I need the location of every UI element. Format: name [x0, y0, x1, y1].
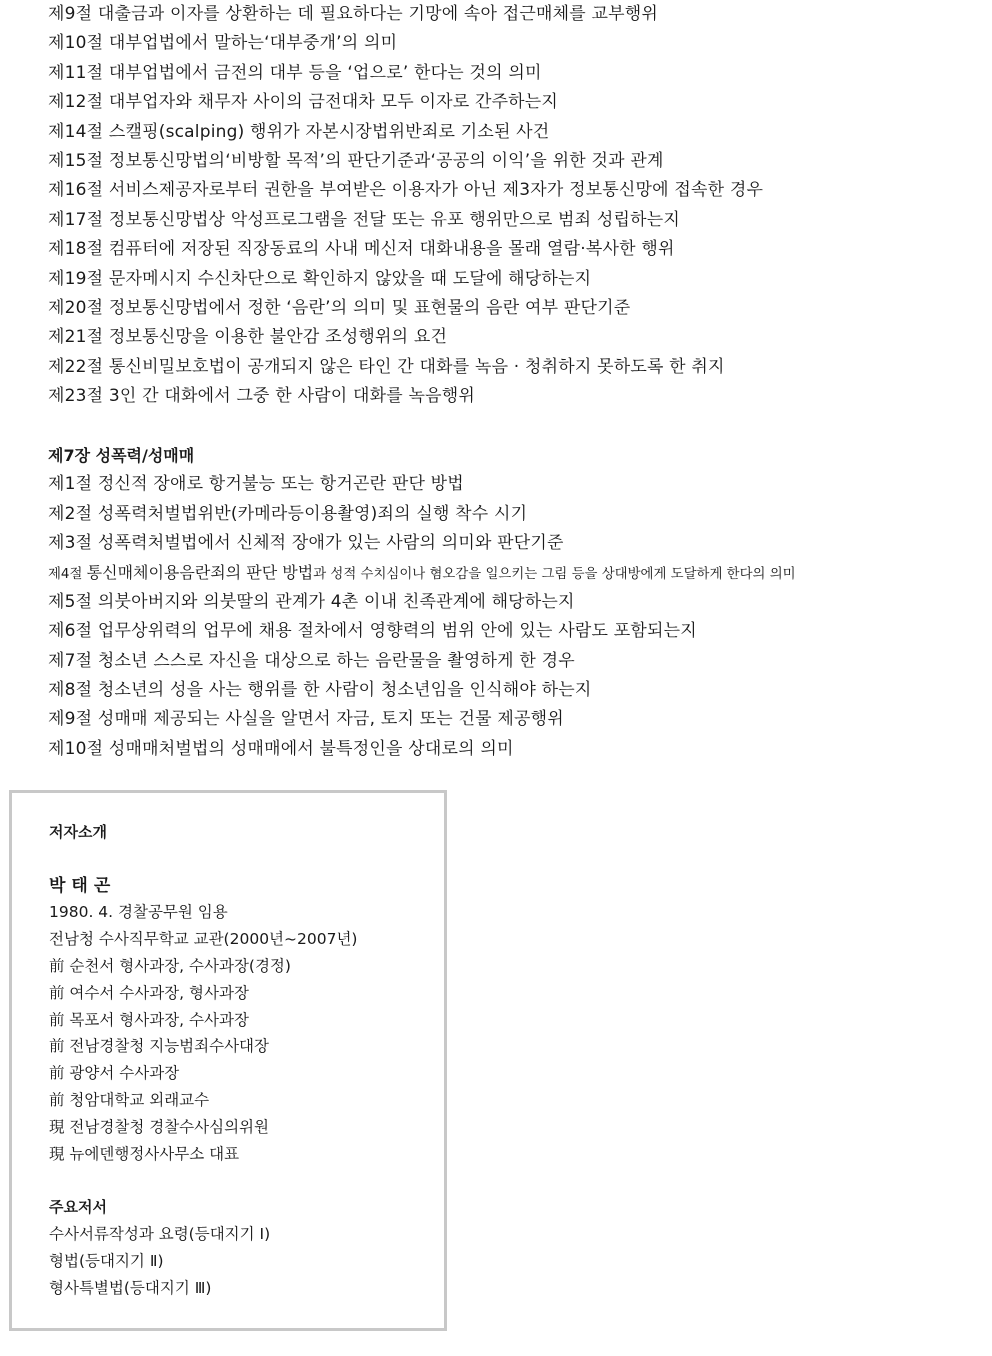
- toc-item: [48, 558, 978, 587]
- toc-item: 제1절 정신적 장애로 항거불능 또는 항거곤란 판단 방법: [48, 474, 464, 495]
- work-item: 수사서류작성과 요령(등대지기 Ⅰ): [49, 1224, 271, 1243]
- career-item: 前 광양서 수사과장: [49, 1064, 180, 1083]
- toc-item: 제15절 정보통신망법의‘비방할 목적’의 판단기준과‘공공의 이익’을 위한 것과 관계: [48, 150, 664, 171]
- works-list: [49, 1221, 439, 1301]
- toc-item: 제12절 대부업자와 채무자 사이의 금전대차 모두 이자로 간주하는지: [48, 92, 559, 113]
- career-item: 前 전남경찰청 지능범죄수사대장: [49, 1037, 270, 1056]
- toc-item-suffix: 과 성적 수치심이나 혐오감을 일으키는 그림 등을 상대방에게 도달하게 한다의 의미: [313, 567, 796, 583]
- toc-item: 제6절 업무상위력의 업무에 채용 절차에서 영향력의 범위 안에 있는 사람도 포함되는지: [48, 621, 697, 642]
- work-item: 형법(등대지기 Ⅱ): [49, 1251, 164, 1270]
- work-item: 형사특별법(등대지기 Ⅲ): [49, 1278, 212, 1297]
- toc-item: 제9절 대출금과 이자를 상환하는 데 필요하다는 기망에 속아 접근매체를 교부행위: [48, 4, 658, 24]
- toc-item: 제7절 청소년 스스로 자신을 대상으로 하는 음란물을 촬영하게 한 경우: [48, 650, 575, 671]
- author-profile-box: [9, 790, 447, 1331]
- toc-item: 제8절 청소년의 성을 사는 행위를 한 사람이 청소년임을 인식해야 하는지: [48, 679, 592, 700]
- toc-item-prefix: 제4절: [48, 567, 87, 583]
- career-item: 前 청암대학교 외래교수: [49, 1090, 210, 1109]
- toc-item: 제18절 컴퓨터에 저장된 직장동료의 사내 메신저 대화내용을 몰래 열람·복사한 행위: [48, 239, 675, 260]
- toc-item: 제21절 정보통신망을 이용한 불안감 조성행위의 요건: [48, 327, 448, 348]
- author-profile-content: [49, 819, 439, 1301]
- career-item: 전남청 수사직무학교 교관(2000년~2007년): [49, 930, 358, 949]
- toc-item: 제16절 서비스제공자로부터 권한을 부여받은 이용자가 아닌 제3자가 정보통신망에 접속한 경우: [48, 180, 764, 201]
- author-heading: 저자소개: [49, 823, 107, 841]
- toc-item: 제10절 대부업법에서 말하는‘대부중개’의 의미: [48, 33, 398, 54]
- career-item: 前 여수서 수사과장, 형사과장: [49, 983, 249, 1002]
- toc-item: 제5절 의붓아버지와 의붓딸의 관계가 4촌 이내 친족관계에 해당하는지: [48, 591, 575, 612]
- toc-section-chapter7: [48, 441, 978, 764]
- career-item: 現 전남경찰청 경찰수사심의위원: [49, 1117, 270, 1136]
- section-spacer: [49, 1167, 439, 1194]
- chapter-title: 제7장 성폭력/성매매: [48, 445, 195, 465]
- toc-item: 제10절 성매매처벌법의 성매매에서 불특정인을 상대로의 의미: [48, 738, 514, 759]
- table-of-contents: [48, 0, 978, 764]
- toc-item: 제3절 성폭력처벌법에서 신체적 장애가 있는 사람의 의미와 판단기준: [48, 533, 564, 554]
- toc-item: 제23절 3인 간 대화에서 그중 한 사람이 대화를 녹음행위: [48, 386, 475, 407]
- toc-item: 제2절 성폭력처벌법위반(카메라등이용촬영)죄의 실행 착수 시기: [48, 503, 528, 524]
- toc-item-emphasis: 통신매체이용음란죄의 판단 방법: [86, 563, 314, 583]
- author-career-list: [49, 899, 439, 1167]
- toc-section-chapter6: [48, 0, 978, 411]
- career-item: 前 목포서 형사과장, 수사과장: [49, 1010, 249, 1029]
- section-spacer: [48, 411, 978, 440]
- toc-item: 제20절 정보통신망법에서 정한 ‘음란’의 의미 및 표현물의 음란 여부 판단기준: [48, 297, 631, 318]
- toc-item: 제11절 대부업법에서 금전의 대부 등을 ‘업으로’ 한다는 것의 의미: [48, 62, 542, 83]
- toc-item: 제14절 스캘핑(scalping) 행위가 자본시장법위반죄로 기소된 사건: [48, 121, 550, 142]
- works-heading: 주요저서: [49, 1198, 107, 1217]
- career-item: 現 뉴에덴행정사사무소 대표: [49, 1144, 240, 1163]
- section-spacer: [49, 846, 439, 873]
- career-item: 前 순천서 형사과장, 수사과장(경정): [49, 956, 291, 975]
- toc-item: 제19절 문자메시지 수신차단으로 확인하지 않았을 때 도달에 해당하는지: [48, 268, 592, 289]
- toc-item: 제22절 통신비밀보호법이 공개되지 않은 타인 간 대화를 녹음 · 청취하지 못하도록 한 취지: [48, 356, 725, 377]
- toc-item: 제9절 성매매 제공되는 사실을 알면서 자금, 토지 또는 건물 제공행위: [48, 709, 564, 730]
- career-item: 1980. 4. 경찰공무원 임용: [49, 903, 228, 922]
- toc-item: 제17절 정보통신망법상 악성프로그램을 전달 또는 유포 행위만으로 범죄 성립하는지: [48, 209, 681, 230]
- author-name: 박태곤: [49, 875, 117, 896]
